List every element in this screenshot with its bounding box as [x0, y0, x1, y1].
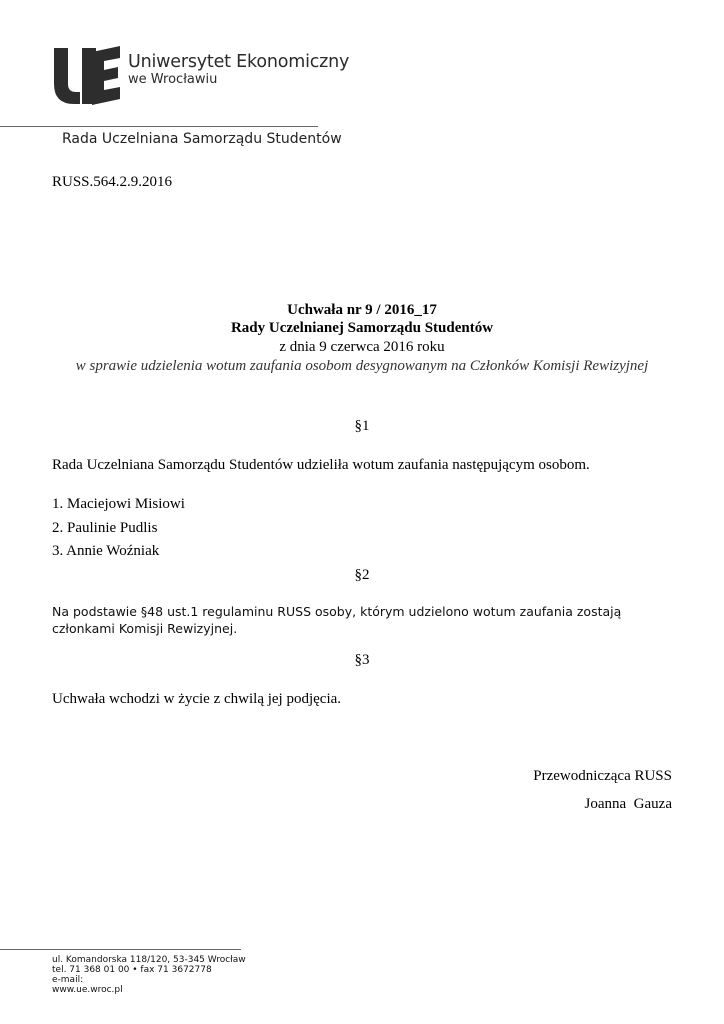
section-2-heading: §2	[354, 567, 370, 583]
footer-divider	[0, 949, 241, 950]
council-name: Rada Uczelniana Samorządu Studentów	[62, 131, 342, 147]
resolution-subject: w sprawie udzielenia wotum zaufania osobom desygnowanym na Członków Komisji Rewizyjnej	[75, 358, 649, 374]
university-city: we Wrocławiu	[128, 72, 218, 87]
university-name: Uniwersytet Ekonomiczny	[128, 52, 350, 72]
footer-email: e-mail:	[52, 975, 84, 985]
resolution-title: Uchwała nr 9 / 2016_17	[287, 302, 437, 318]
list-item: 3. Annie Woźniak	[52, 543, 160, 559]
header-divider	[0, 126, 318, 127]
section-1-heading: §1	[354, 418, 370, 434]
section-1-text: Rada Uczelniana Samorządu Studentów udzieliła wotum zaufania następującym osobom.	[52, 457, 590, 473]
footer-contact	[52, 955, 246, 995]
signature-role: Przewodnicząca RUSS	[533, 768, 672, 784]
section-3-text: Uchwała wchodzi w życie z chwilą jej podjęcia.	[52, 691, 342, 707]
ue-logo-icon	[52, 44, 122, 106]
section-3-heading: §3	[354, 652, 370, 668]
document-reference: RUSS.564.2.9.2016	[52, 174, 173, 190]
footer-address: ul. Komandorska 118/120, 53-345 Wrocław	[52, 955, 246, 965]
list-item: 1. Maciejowi Misiowi	[52, 496, 185, 512]
section-2-text: Na podstawie §48 ust.1 regulaminu RUSS osoby, którym udzielono wotum zaufania zostają członkami Komisji Rewizyjnej.	[52, 604, 622, 636]
signature-name: Joanna Gauza	[584, 796, 672, 812]
footer-phones: tel. 71 368 01 00 • fax 71 3672778	[52, 965, 212, 975]
resolution-issuer: Rady Uczelnianej Samorządu Studentów	[230, 320, 494, 336]
footer-website[interactable]: www.ue.wroc.pl	[52, 985, 123, 995]
list-item: 2. Paulinie Pudlis	[52, 520, 158, 536]
resolution-date: z dnia 9 czerwca 2016 roku	[279, 339, 445, 355]
